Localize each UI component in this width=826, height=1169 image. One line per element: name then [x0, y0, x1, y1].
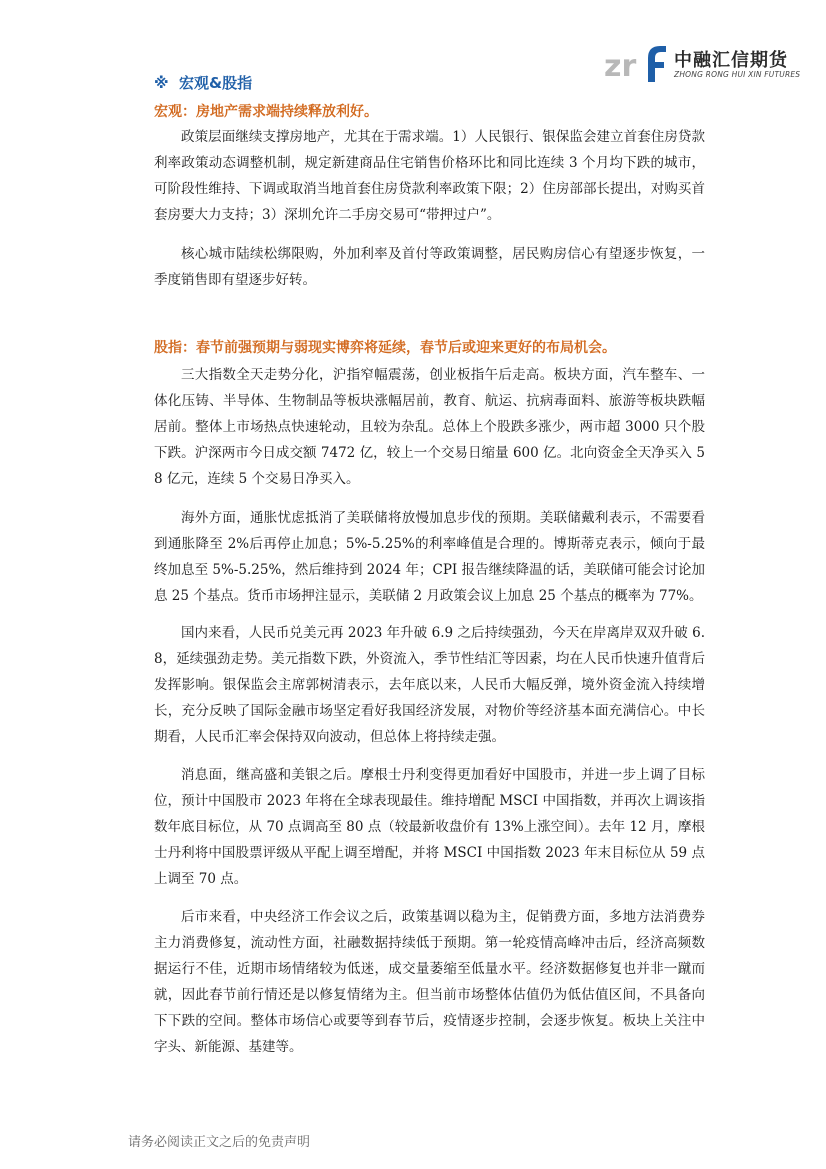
section-marker: ※	[154, 74, 169, 92]
equity-paragraph: 后市来看，中央经济工作会议之后，政策基调以稳为主，促销费方面，多地方法消费券主力消费修复，流动性方面，社融数据持续低于预期。第一轮疫情高峰冲击后，经济高频数据运行不佳，近期市场情绪较为低迷，成交量萎缩至低量水平。经济数据修复也并非一蹴而就，因此春节前行情还是以修复情绪为主。但当前市场整体估值仍为低估值区间，不具备向下下跌的空间。整体市场信心或要等到春节后，疫情逐步控制，会逐步恢复。板块上关注中字头、新能源、基建等。	[154, 909, 705, 1055]
logo-english-name: ZHONG RONG HUI XIN FUTURES	[674, 70, 801, 79]
logo-chinese-name: 中融汇信期货	[674, 50, 788, 71]
svg-text:zr: zr	[604, 49, 637, 84]
section-title-text: 宏观&股指	[179, 74, 253, 92]
section-title	[154, 72, 252, 93]
zrf-logo-mark	[604, 42, 668, 84]
macro-paragraph: 核心城市陆续松绑限购，外加利率及首付等政策调整，居民购房信心有望逐步恢复，一季度销售即有望逐步好转。	[154, 246, 705, 288]
macro-paragraph: 政策层面继续支撑房地产，尤其在于需求端。1）人民银行、银保监会建立首套住房贷款利率政策动态调整机制，规定新建商品住宅销售价格环比和同比连续 3 个月均下跌的城市，可阶段性维持、下调或取消当地首套住房贷款利率政策下限；2）住房部部长提出，对购买首套房要大力支持；3）深圳允许二手房交易可“带押过户”。	[154, 129, 705, 223]
equity-paragraph: 三大指数全天走势分化，沪指窄幅震荡，创业板指午后走高。板块方面，汽车整车、一体化压铸、半导体、生物制品等板块涨幅居前，教育、航运、抗病毒面料、旅游等板块跌幅居前。整体上市场热点快速轮动，且较为杂乱。总体上个股跌多涨少，两市超 3000 只个股下跌。沪深两市今日成交额 7472 亿，较上一个交易日缩量 600 亿。北向资金全天净买入 58 亿元，连续 5 个交易日净买入。	[154, 367, 705, 487]
equity-paragraph: 国内来看，人民币兑美元再 2023 年升破 6.9 之后持续强劲，今天在岸离岸双双升破 6.8，延续强劲走势。美元指数下跌，外资流入，季节性结汇等因素，均在人民币快速升值背后发挥影响。银保监会主席郭树清表示，去年底以来，人民币大幅反弹，境外资金流入持续增长，充分反映了国际金融市场坚定看好我国经济发展，对物价等经济基本面充满信心。中长期看，人民币汇率会保持双向波动，但总体上将持续走强。	[154, 625, 705, 745]
equity-heading: 股指：春节前强预期与弱现实博弈将延续，春节后或迎来更好的布局机会。	[154, 340, 616, 356]
equity-paragraph: 消息面，继高盛和美银之后。摩根士丹利变得更加看好中国股市，并进一步上调了目标位，预计中国股市 2023 年将在全球表现最佳。维持增配 MSCI 中国指数，并再次上调该指数年底目标位，从 70 点调高至 80 点（较最新收盘价有 13%上涨空间）。去年 12 月，摩根士丹利将中国股票评级从平配上调至增配，并将 MSCI 中国指数 2023 年末目标位从 59 点上调至 70 点。	[154, 767, 705, 887]
equity-paragraph: 海外方面，通胀忧虑抵消了美联储将放慢加息步伐的预期。美联储戴利表示，不需要看到通胀降至 2%后再停止加息；5%-5.25%的利率峰值是合理的。博斯蒂克表示，倾向于最终加息至 5%-5.25%，然后维持到 2024 年；CPI 报告继续降温的话，美联储可能会讨论加息 25 个基点。货币市场押注显示，美联储 2 月政策会议上加息 25 个基点的概率为 77%。	[154, 510, 705, 604]
disclaimer-footer: 请务必阅读正文之后的免责声明	[128, 1135, 311, 1150]
company-logo	[604, 40, 800, 86]
macro-heading: 宏观：房地产需求端持续释放利好。	[154, 104, 378, 120]
